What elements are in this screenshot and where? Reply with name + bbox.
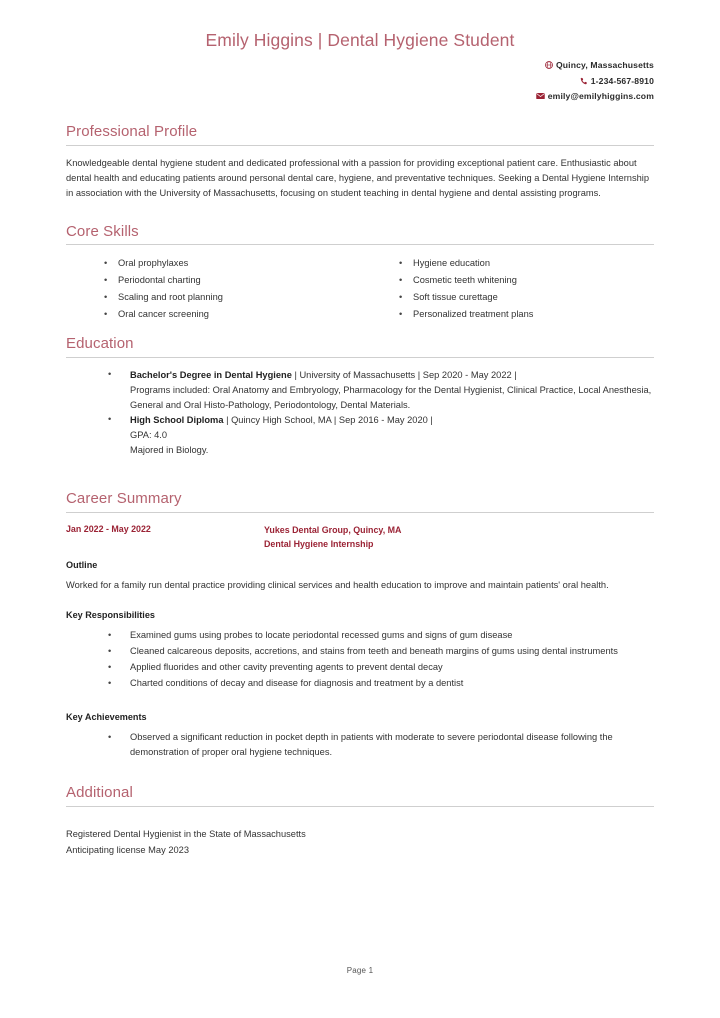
globe-icon xyxy=(545,61,553,69)
skills-columns xyxy=(66,255,654,323)
additional-line-2: Anticipating license May 2023 xyxy=(66,844,189,855)
responsibilities-list xyxy=(66,628,654,691)
list-item: • Observed a significant reduction in pocket depth in patients with moderate to severe periodontal disease following the demonstration of proper oral hygiene techniques. xyxy=(104,730,654,760)
list-item: • Applied fluorides and other cavity preventing agents to prevent dental decay xyxy=(104,660,654,675)
job-role: Dental Hygiene Internship xyxy=(264,539,374,550)
page-number-label: Page 1 xyxy=(346,966,374,975)
resume-header xyxy=(66,30,654,101)
contact-block xyxy=(66,61,654,101)
education-details-extra: Majored in Biology. xyxy=(130,445,209,456)
section-education xyxy=(66,335,654,458)
section-divider xyxy=(66,244,654,245)
additional-line-1: Registered Dental Hygienist in the State of Massachusetts xyxy=(66,829,306,840)
section-heading-education: Education xyxy=(66,335,134,353)
envelope-icon xyxy=(536,92,545,100)
page-title: Emily Higgins | Dental Hygiene Student xyxy=(205,30,515,50)
education-meta: | University of Massachusetts | Sep 2020 - May 2022 | xyxy=(291,369,517,380)
phone-icon xyxy=(580,77,588,85)
education-meta: | Quincy High School, MA | Sep 2016 - May 2020 | xyxy=(223,414,433,425)
list-item: • Soft tissue curettage xyxy=(399,289,654,306)
achievements-label: Key Achievements xyxy=(66,711,147,722)
section-professional-profile xyxy=(66,123,654,201)
section-career-summary xyxy=(66,490,654,760)
job-company: Yukes Dental Group, Quincy, MA xyxy=(264,524,402,535)
education-list xyxy=(66,368,654,458)
list-item: • Oral cancer screening xyxy=(104,306,360,323)
education-degree: High School Diploma xyxy=(130,414,224,425)
skills-column-left xyxy=(66,255,360,323)
responsibilities-label: Key Responsibilities xyxy=(66,609,155,620)
job-dates: Jan 2022 - May 2022 xyxy=(66,523,151,534)
contact-phone-text: 1-234-567-8910 xyxy=(590,75,654,86)
contact-phone xyxy=(66,77,654,86)
list-item xyxy=(104,413,654,458)
contact-location-text: Quincy, Massachusetts xyxy=(555,60,654,70)
section-additional xyxy=(66,784,654,858)
section-heading-additional: Additional xyxy=(66,784,133,802)
section-core-skills xyxy=(66,223,654,323)
section-divider xyxy=(66,145,654,146)
list-item: • Scaling and root planning xyxy=(104,289,360,306)
list-item: • Cosmetic teeth whitening xyxy=(399,272,654,289)
list-item: • Cleaned calcareous deposits, accretions, and stains from teeth and beneath margins of gums using dental instruments xyxy=(104,644,654,659)
list-item xyxy=(104,368,654,413)
section-divider xyxy=(66,512,654,513)
achievements-list xyxy=(66,730,654,760)
section-heading-skills: Core Skills xyxy=(66,222,139,240)
contact-email xyxy=(66,92,654,101)
list-item: • Charted conditions of decay and disease for diagnosis and treatment by a dentist xyxy=(104,676,654,691)
job-header xyxy=(66,523,654,552)
section-heading-profile: Professional Profile xyxy=(66,122,198,140)
section-heading-career: Career Summary xyxy=(66,490,182,508)
page-footer xyxy=(0,966,720,975)
job-company-role xyxy=(264,523,401,552)
contact-email-text: emily@emilyhiggins.com xyxy=(547,91,654,102)
profile-text: Knowledgeable dental hygiene student and dedicated professional with a passion for providing exceptional patient care. Enthusiastic about dental health and educating patients around personal dental care, hygiene, and preventative techniques. Seeking a Dental Hygiene Internship in association with the University of Massachusetts, focusing on student teaching in dental hygiene and dental assisting programs. xyxy=(66,157,650,198)
list-item: • Oral prophylaxes xyxy=(104,255,360,272)
list-item: • Examined gums using probes to locate periodontal recessed gums and signs of gum disease xyxy=(104,628,654,643)
section-divider xyxy=(66,806,654,807)
section-divider xyxy=(66,357,654,358)
skills-column-right xyxy=(360,255,654,323)
list-item: • Periodontal charting xyxy=(104,272,360,289)
outline-text: Worked for a family run dental practice providing clinical services and health education to improve and maintain patients' oral health. xyxy=(66,580,609,591)
contact-location xyxy=(66,61,654,70)
list-item: • Personalized treatment plans xyxy=(399,306,654,323)
list-item: • Hygiene education xyxy=(399,255,654,272)
education-details: GPA: 4.0 xyxy=(130,429,168,440)
education-degree: Bachelor's Degree in Dental Hygiene xyxy=(130,369,292,380)
outline-label: Outline xyxy=(66,559,98,570)
education-details: Programs included: Oral Anatomy and Embryology, Pharmacology for the Dental Hygienist, Clinical Practice, Local Anesthesia, General and Oral Histo-Pathology, Periodontology, Dental Materials. xyxy=(130,384,652,410)
